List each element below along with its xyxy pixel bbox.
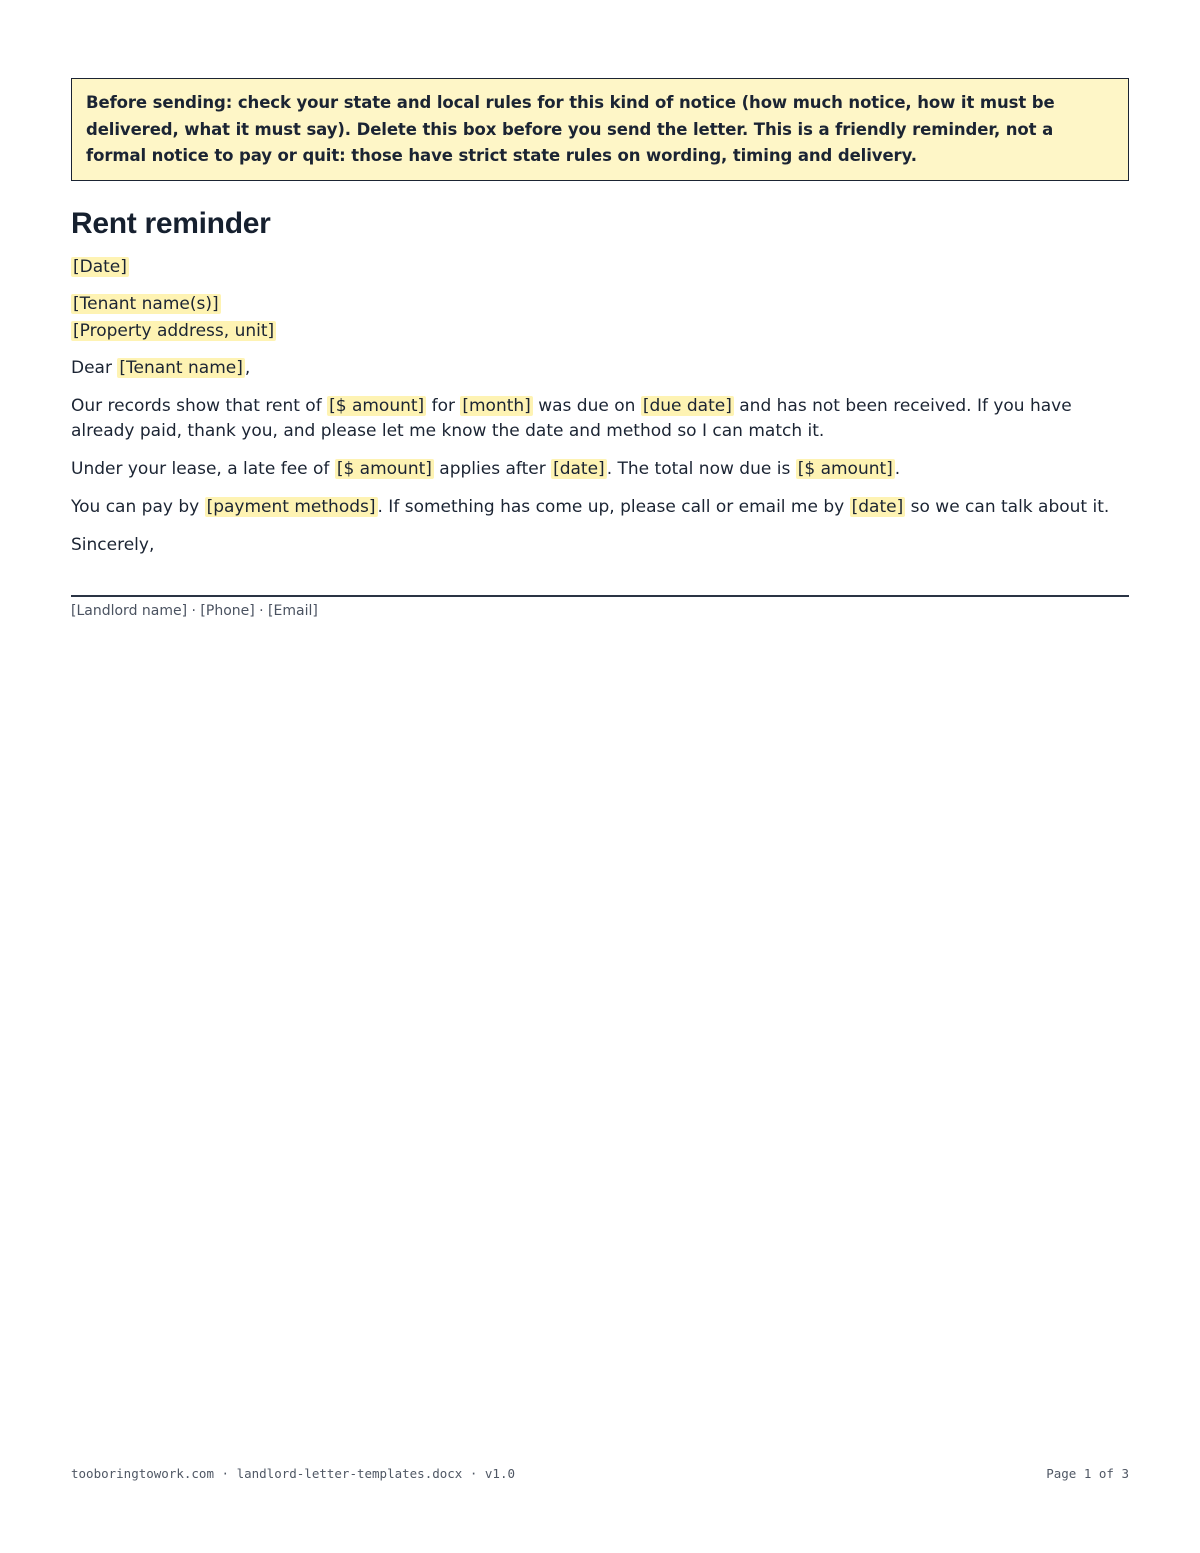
p1-text-1: Our records show that rent of: [71, 395, 322, 416]
contact-date-placeholder: [date]: [851, 496, 904, 517]
signature-line: [Landlord name] · [Phone] · [Email]: [71, 602, 318, 619]
paragraph-late-fee: [71, 457, 1129, 482]
property-address-placeholder: [Property address, unit]: [73, 320, 275, 341]
signature-rule: [71, 595, 1129, 597]
recipient-block: [71, 291, 1129, 345]
greeting: [71, 356, 1129, 381]
page-number: Page 1 of 3: [1046, 1466, 1129, 1481]
date-line: [71, 255, 1129, 280]
page-footer: [71, 1466, 1129, 1481]
closing: Sincerely,: [71, 534, 155, 555]
due-date-placeholder: [due date]: [642, 395, 732, 416]
p3-text-1: You can pay by: [71, 496, 200, 517]
notice-text: Before sending: check your state and local rules for this kind of notice (how much notice, how it must be delivered, what it must say). Delete this box before you send the letter. This is a friendly reminder, not a formal notice to pay or quit: those have strict state rules on wording, timing and delivery.: [86, 93, 1055, 165]
paragraph-rent-due: [71, 394, 1129, 444]
total-amount-placeholder: [$ amount]: [797, 458, 893, 479]
p2-text-4: .: [894, 458, 901, 479]
p2-text-2: applies after: [439, 458, 546, 479]
month-placeholder: [month]: [462, 395, 531, 416]
p1-text-4: and has not been received. If you have already paid, thank you, and please let me know the date and method so I can match it.: [71, 395, 1072, 441]
page-title: Rent reminder: [71, 206, 271, 240]
late-fee-date-placeholder: [date]: [553, 458, 605, 479]
footer-source: tooboringtowork.com · landlord-letter-templates.docx · v1.0: [71, 1466, 516, 1481]
p3-text-2: . If something has come up, please call or email me by: [377, 496, 845, 517]
tenant-name-placeholder: [Tenant name]: [119, 357, 243, 378]
p1-text-3: was due on: [538, 395, 636, 416]
p3-text-3: so we can talk about it.: [910, 496, 1110, 517]
pre-send-notice-box: [71, 78, 1129, 181]
payment-methods-placeholder: [payment methods]: [206, 496, 376, 517]
paragraph-payment: [71, 495, 1129, 520]
late-fee-amount-placeholder: [$ amount]: [336, 458, 432, 479]
p2-text-1: Under your lease, a late fee of: [71, 458, 330, 479]
letter-page: [71, 78, 1129, 619]
tenant-names-placeholder: [Tenant name(s)]: [73, 293, 219, 314]
greeting-dear: Dear: [71, 357, 112, 378]
p2-text-3: . The total now due is: [606, 458, 791, 479]
p1-text-2: for: [431, 395, 455, 416]
date-placeholder: [Date]: [73, 256, 127, 277]
rent-amount-placeholder: [$ amount]: [329, 395, 425, 416]
greeting-comma: ,: [244, 357, 251, 378]
